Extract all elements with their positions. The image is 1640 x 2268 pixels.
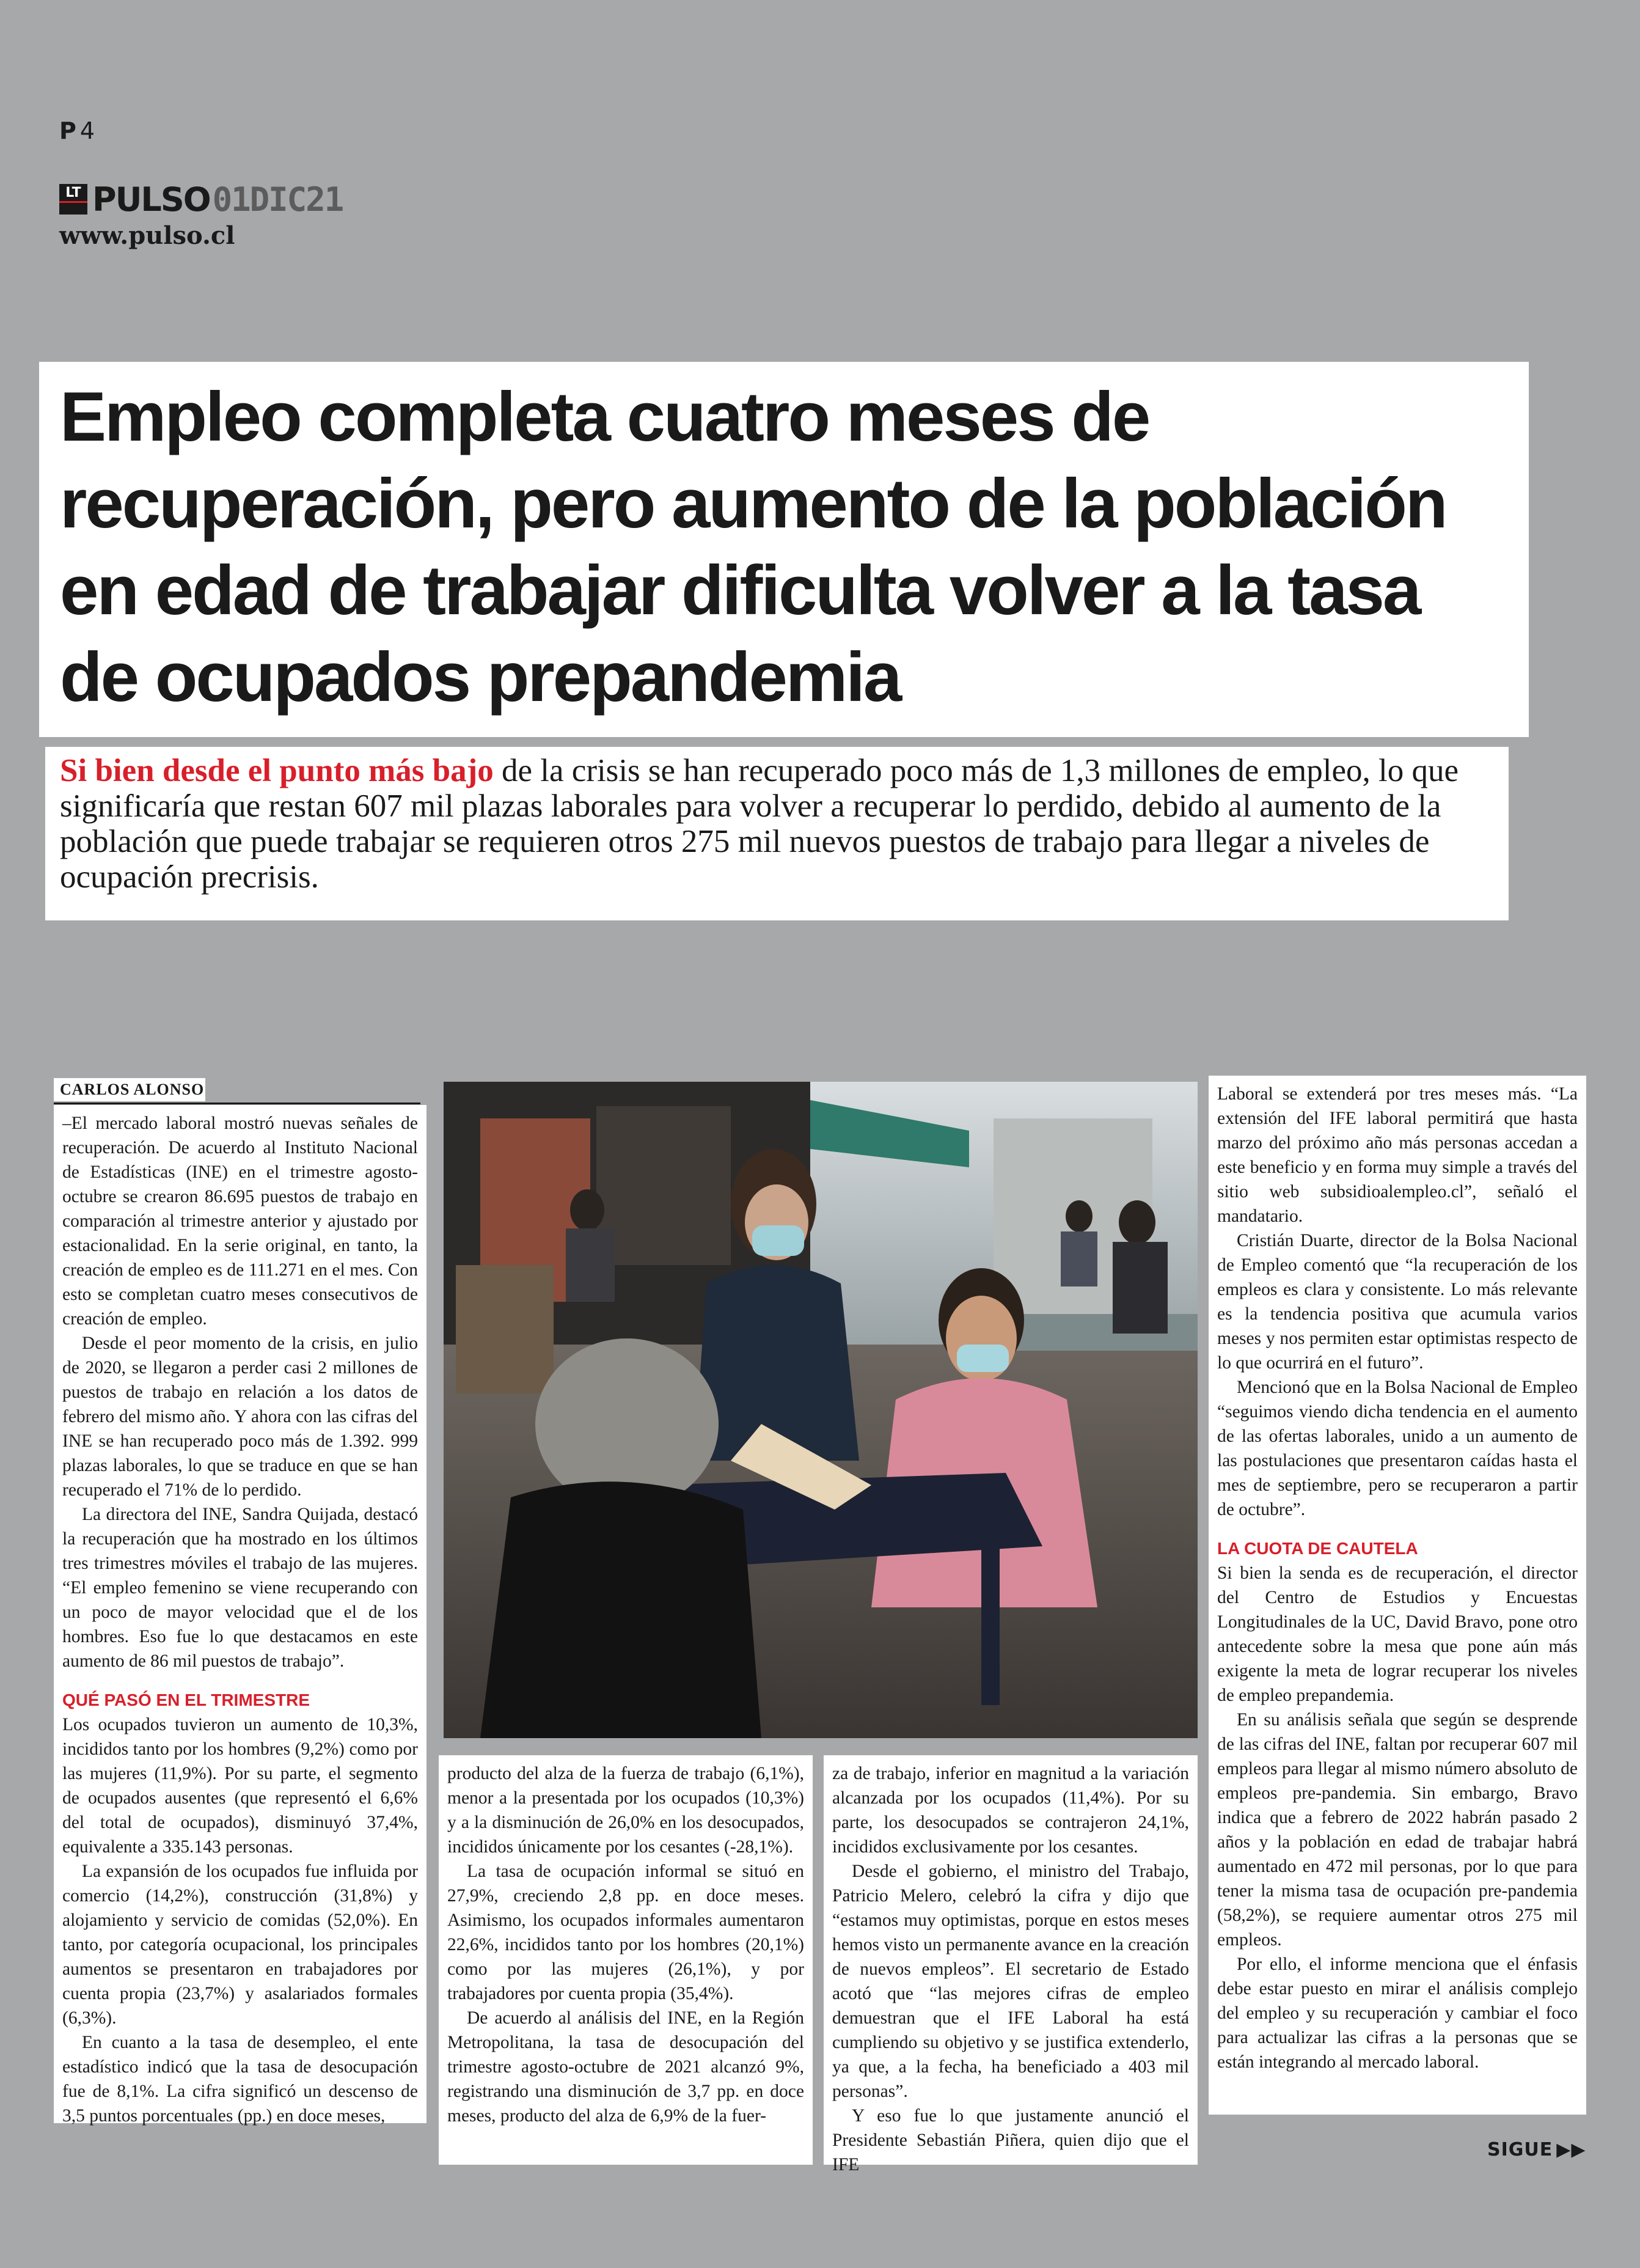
- article-column-3: [824, 1755, 1198, 2174]
- article-column-4: [1209, 1076, 1586, 2115]
- masthead: [59, 180, 343, 219]
- body-paragraph: Laboral se extenderá por tres meses más. “La extensión del IFE laboral permitirá que hasta marzo del próximo año más personas accedan a este beneficio y en forma muy simple a través del sitio web subsidioalempleo.cl”, señaló el mandatario.: [1217, 1084, 1578, 1226]
- section-heading: LA CUOTA DE CAUTELA: [1217, 1539, 1418, 1558]
- byline: CARLOS ALONSO: [54, 1078, 205, 1101]
- body-paragraph: En cuanto a la tasa de desempleo, el ente estadístico indicó que la tasa de desocupación fue de 8,1%. La cifra significó un descenso de 3,5 puntos porcentuales (pp.) en doce meses,: [62, 2033, 418, 2126]
- body-paragraph: Y eso fue lo que justamente anunció el Presidente Sebastián Piñera, quien dijo que el IFE: [832, 2106, 1189, 2174]
- body-paragraph: za de trabajo, inferior en magnitud a la variación alcanzada por los ocupados (11,4%). Por su parte, los desocupados se contrajeron 24,1%, incididos exclusivamente por los cesantes.: [832, 1764, 1189, 1857]
- headline-box: [39, 362, 1529, 737]
- body-paragraph: Desde el peor momento de la crisis, en julio de 2020, se llegaron a perder casi 2 millones de puestos de trabajo en relación a los datos de febrero del mismo año. Y ahora con las cifras del INE se han recuperado poco más de 1.392. 999 plazas laborales, lo que se traduce en que se han recuperado el 71% de lo perdido.: [62, 1334, 418, 1500]
- cafe-terrace-photo: [444, 1082, 1198, 1738]
- headline: Empleo completa cuatro meses de recuperación, pero aumento de la población en edad de trabajar dificulta volver a la tasa de ocupados prepandemia: [60, 378, 1446, 716]
- brand-name: PULSO: [92, 180, 210, 219]
- body-paragraph: La tasa de ocupación informal se situó en 27,9%, creciendo 2,8 pp. en doce meses. Asimismo, los ocupados informales aumentaron 22,6%, incididos tanto por los hombres (20,1%) como por las mujeres (26,1%), y por trabajadores por cuenta propia (35,4%).: [447, 1862, 804, 2003]
- article-photo: [444, 1082, 1198, 1738]
- body-paragraph: producto del alza de la fuerza de trabajo (6,1%), menor a la presentada por los ocupados (10,3%) y a la disminución de 26,0% en los desocupados, incididos únicamente por los cesantes (-28,1%).: [447, 1764, 804, 1857]
- body-paragraph: La expansión de los ocupados fue influida por comercio (14,2%), construcción (31,8%) y alojamiento y servicio de comidas (52,0%). En tanto, por categoría ocupacional, los principales aumentos se presentaron en trabajadores por cuenta propia (23,7%) y asalariados formales (6,3%).: [62, 1862, 418, 2028]
- section-heading: QUÉ PASÓ EN EL TRIMESTRE: [62, 1690, 310, 1709]
- body-paragraph: Cristián Duarte, director de la Bolsa Nacional de Empleo comentó que “la recuperación de los empleos es clara y consistente. Lo más relevante es la tendencia positiva que acumula varios meses y nos permiten estar optimistas respecto de lo que ocurrirá en el futuro”.: [1217, 1231, 1578, 1373]
- body-paragraph: Los ocupados tuvieron un aumento de 10,3%, incididos tanto por los hombres (9,2%) como por las mujeres (11,9%). Por su parte, el segmento de ocupados ausentes (que representó el 6,6% del total de ocupados), disminuyó 37,4%, equivalente a 335.143 personas.: [62, 1715, 418, 1857]
- article-column-2: [439, 1755, 813, 2165]
- body-paragraph: En su análisis señala que según se desprende de las cifras del INE, faltan por recuperar 607 mil empleos para llegar al mismo número absoluto de empleos pre-pandemia. Sin embargo, Bravo indica que a febrero de 2022 habrán pasado 2 años y la población en edad de trabajar habrá aumentado en 472 mil personas, por lo que para tener la misma tasa de ocupación pre-pandemia (58,2%), se requiere aumentar otros 275 mil empleos.: [1217, 1710, 1578, 1950]
- body-paragraph: –El mercado laboral mostró nuevas señales de recuperación. De acuerdo al Instituto Nacional de Estadísticas (INE) en el trimestre agosto-octubre se crearon 86.695 puestos de trabajo en comparación al trimestre anterior y ajustado por estacionalidad. En la serie original, en tanto, la creación de empleo es de 111.271 en el mes. Con esto se completan cuatro meses consecutivos de creación de empleo.: [62, 1114, 418, 1329]
- page-number: P 4: [59, 117, 95, 144]
- lead-box: [45, 747, 1509, 920]
- double-arrow-right-icon: ▶▶: [1556, 2139, 1586, 2160]
- body-paragraph: Desde el gobierno, el ministro del Trabajo, Patricio Melero, celebró la cifra y dijo que “estamos muy optimistas, porque en estos meses hemos visto un permanente avance en la creación de nuevos empleos”. El secretario de Estado acotó que “las mejores cifras de empleo demuestran que el IFE Laboral ha está cumpliendo su objetivo y se justifica extenderlo, ya que, a la fecha, ha beneficiado a 403 mil personas”.: [832, 1862, 1190, 2101]
- lead-paragraph: [60, 753, 1494, 895]
- lead-text: de la crisis se han recuperado poco más de 1,3 millones de empleo, lo que significaría que restan 607 mil plazas laborales para volver a recuperar lo perdido, debido al aumento de la población que puede trabajar se requieren otros 275 mil nuevos puestos de trabajo para llegar a niveles de ocupación precrisis.: [60, 753, 1459, 895]
- byline-rule: [54, 1103, 420, 1104]
- body-paragraph: La directora del INE, Sandra Quijada, destacó la recuperación que ha mostrado en los últimos tres trimestres móviles el trabajo de las mujeres. “El empleo femenino se viene recuperando con un poco de mayor velocidad que el de los hombres. Eso fue lo que destacamos en este aumento de 86 mil puestos de trabajo”.: [62, 1505, 418, 1671]
- lead-highlight: Si bien desde el punto más bajo: [60, 753, 494, 788]
- lt-logo: LT: [59, 184, 87, 215]
- body-paragraph: Mencionó que en la Bolsa Nacional de Empleo “seguimos viendo dicha tendencia en el aumento de las ofertas laborales, unido a un aumento de las postulaciones que presentaron caídas hasta el mes de septiembre, pero se recuperaron a partir de octubre”.: [1217, 1378, 1578, 1519]
- body-paragraph: Por ello, el informe menciona que el énfasis debe estar puesto en mirar el análisis complejo del empleo y su recuperación y cambiar el foco para actualizar las cifras a la personas que se están integrando al mercado laboral.: [1217, 1954, 1578, 2072]
- issue-date: 01DIC21: [212, 180, 343, 219]
- body-paragraph: De acuerdo al análisis del INE, en la Región Metropolitana, la tasa de desocupación del trimestre agosto-octubre de 2021 alcanzó 9%, registrando una disminución de 3,7 pp. en doce meses, producto del alza de 6,9% de la fuer-: [447, 2008, 804, 2126]
- website-url[interactable]: www.pulso.cl: [59, 221, 235, 250]
- continue-link[interactable]: [1484, 2139, 1586, 2160]
- continue-label: SIGUE: [1487, 2139, 1553, 2160]
- article-column-1: [54, 1105, 426, 2126]
- body-paragraph: Si bien la senda es de recuperación, el director del Centro de Estudios y Encuestas Longitudinales de la UC, David Bravo, pone otro antecedente sobre la mesa que pone aún más exigente la meta de lograr recuperar los niveles de empleo prepandemia.: [1217, 1563, 1578, 1705]
